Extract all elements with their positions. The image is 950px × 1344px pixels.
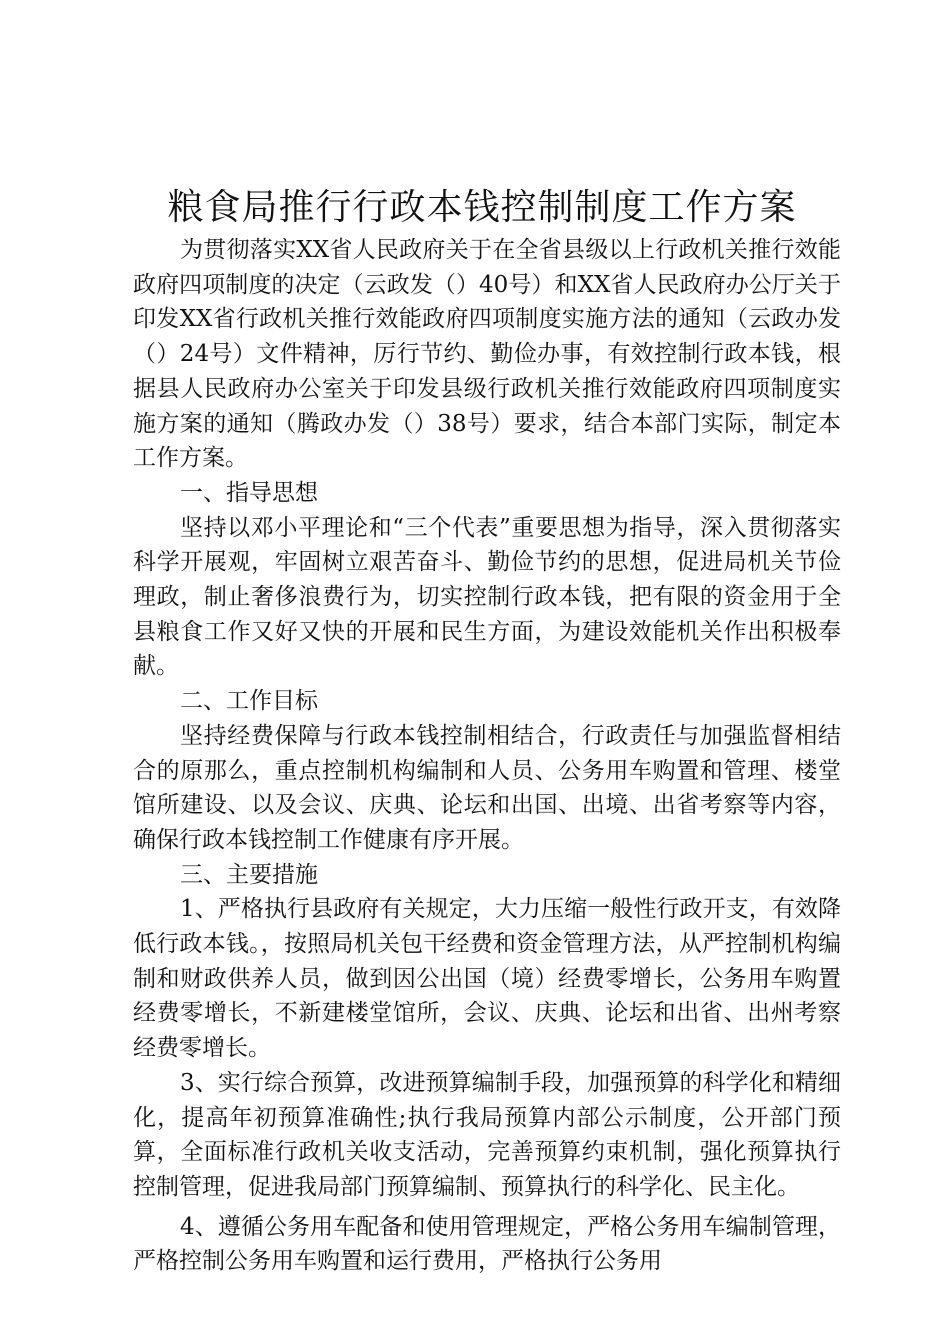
paragraph-measure-3: 3、实行综合预算，改进预算编制手段，加强预算的科学化和精细化，提高年初预算准确性;执行我局预算内部公示制度，公开部门预算，全面标准行政机关收支活动，完善预算约束机制，强化预算执行控制管理，促进我局部门预算编制、预算执行的科学化、民主化。 [133, 1069, 841, 1200]
document-page [133, 183, 841, 1279]
paragraph-measure-1: 1、严格执行县政府有关规定，大力压缩一般性行政开支，有效降低行政本钱。，按照局机关包干经费和资金管理方法，从严控制机构编制和财政供养人员，做到因公出国（境）经费零增长，公务用车购置经费零增长，不新建楼堂馆所，会议、庆典、论坛和出省、出州考察经费零增长。 [133, 896, 841, 1062]
paragraph-guiding-ideology: 坚持以邓小平理论和“三个代表”重要思想为指导，深入贯彻落实科学开展观，牢固树立艰苦奋斗、勤俭节约的思想，促进局机关节俭理政，制止奢侈浪费行为，切实控制行政本钱，把有限的资金用于全县粮食工作又好又快的开展和民生方面，为建设效能机关作出积极奉献。 [133, 514, 841, 680]
document-title: 粮食局推行行政本钱控制制度工作方案 [167, 187, 797, 228]
paragraph-work-goals: 坚持经费保障与行政本钱控制相结合，行政责任与加强监督相结合的原那么，重点控制机构编制和人员、公务用车购置和管理、楼堂馆所建设、以及会议、庆典、论坛和出国、出境、出省考察等内容，确保行政本钱控制工作健康有序开展。 [133, 722, 841, 853]
section-heading-main-measures: 三、主要措施 [180, 861, 318, 888]
section-heading-work-goals: 二、工作目标 [180, 688, 318, 715]
section-heading-guiding-ideology: 一、指导思想 [180, 479, 318, 506]
intro-paragraph: 为贯彻落实XX省人民政府关于在全省县级以上行政机关推行效能政府四项制度的决定（云政发（）40号）和XX省人民政府办公厅关于印发XX省行政机关推行效能政府四项制度实施方法的通知（云政办发（）24号）文件精神，厉行节约、勤俭办事，有效控制行政本钱，根据县人民政府办公室关于印发县级行政机关推行效能政府四项制度实施方案的通知（腾政办发（）38号）要求，结合本部门实际，制定本工作方案。 [133, 237, 841, 472]
paragraph-measure-4: 4、遵循公务用车配备和使用管理规定，严格公务用车编制管理，严格控制公务用车购置和运行费用，严格执行公务用 [133, 1213, 841, 1275]
